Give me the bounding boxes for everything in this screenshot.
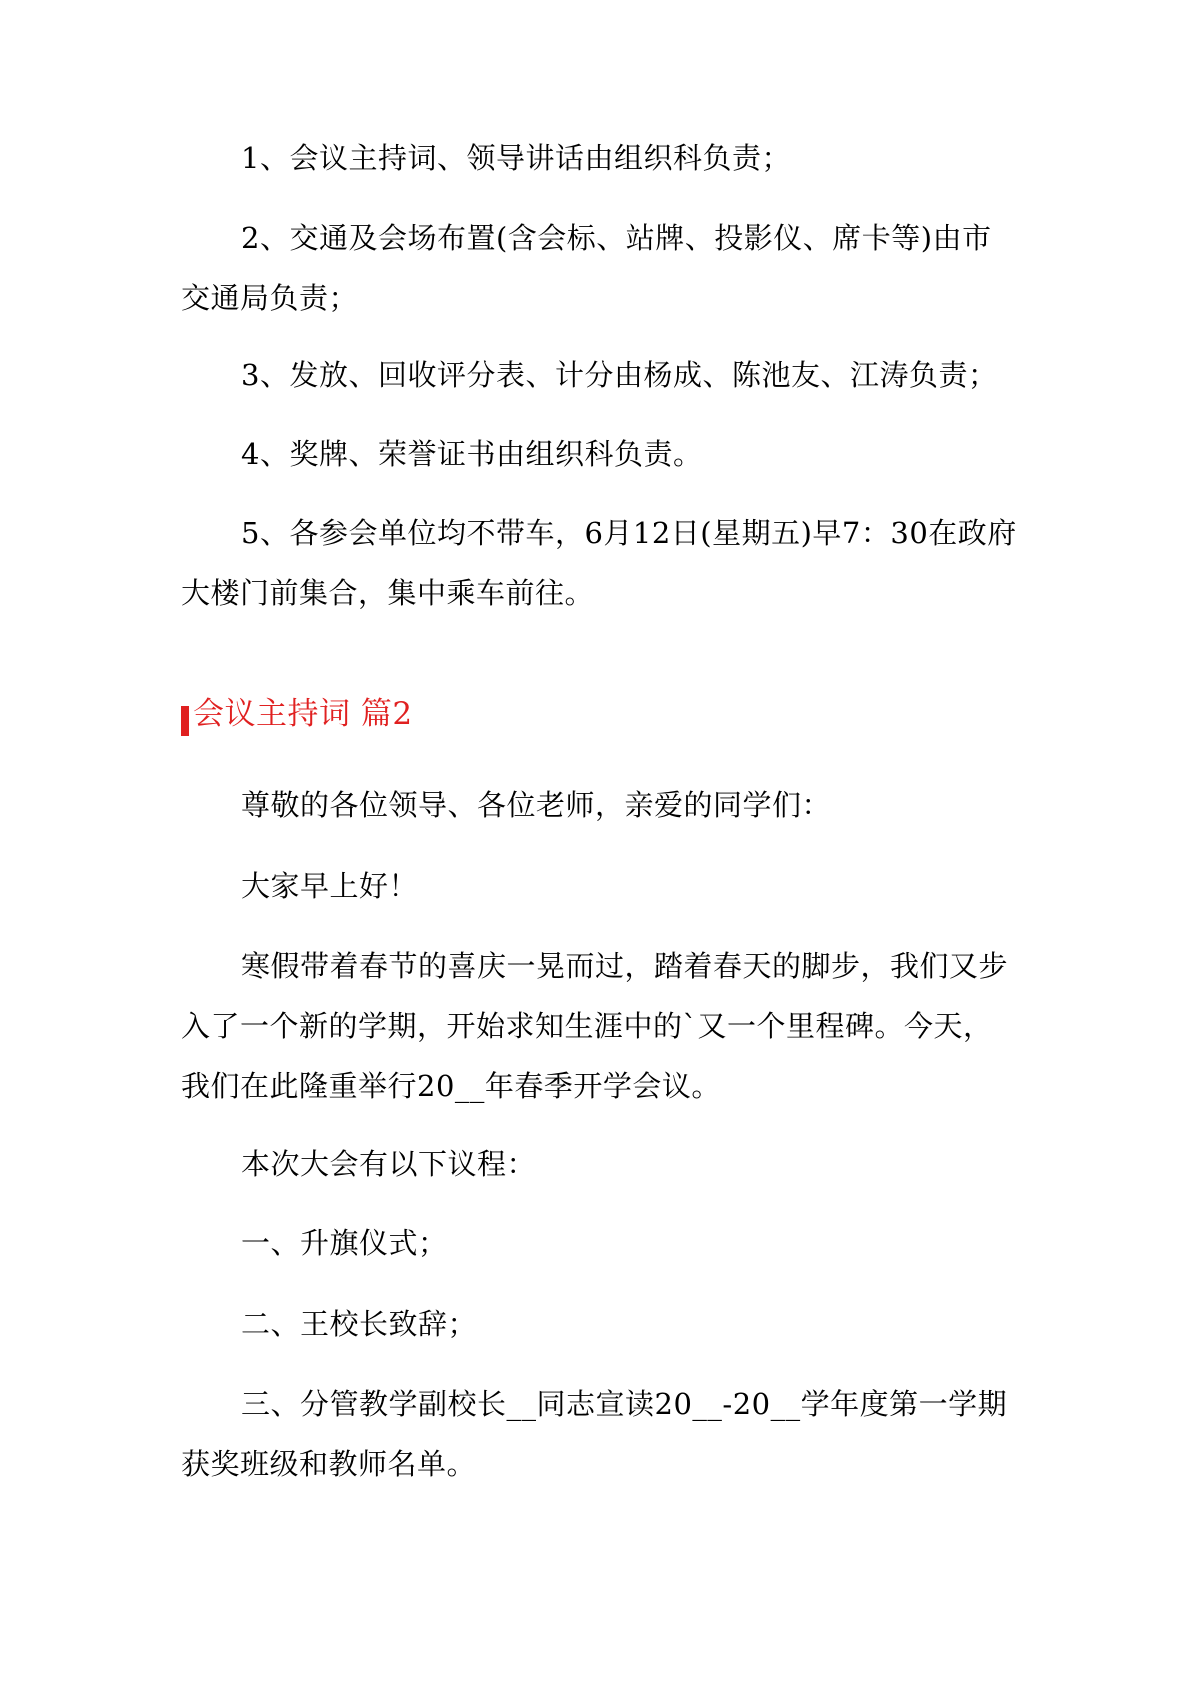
heading-title xyxy=(193,692,413,736)
agenda-intro: 本次大会有以下议程： xyxy=(241,1147,537,1181)
agenda-item-2: 二、王校长致辞； xyxy=(241,1307,478,1341)
intro-paragraph: 寒假带着春节的喜庆一晃而过，踏着春天的脚步，我们又步入了一个新的学期，开始求知生涯中的`又一个里程碑。今天，我们在此隆重举行20__年春季开学会议。 xyxy=(181,949,1009,1103)
morning-line: 大家早上好！ xyxy=(241,869,419,903)
greeting-line: 尊敬的各位领导、各位老师，亲爱的同学们： xyxy=(241,788,832,822)
list-item-2: 2、交通及会场布置(含会标、站牌、投影仪、席卡等)由市交通局负责； xyxy=(181,221,992,315)
section-heading xyxy=(181,692,413,736)
heading-marker xyxy=(181,706,189,736)
list-item-5: 5、各参会单位均不带车，6月12日(星期五)早7：30在政府大楼门前集合，集中乘车前往。 xyxy=(181,516,1017,610)
list-item-1: 1、会议主持词、领导讲话由组织科负责； xyxy=(241,141,791,175)
agenda-item-1: 一、升旗仪式； xyxy=(241,1226,448,1260)
heading-title-text: 会议主持词 xyxy=(193,696,351,732)
agenda-item-3: 三、分管教学副校长__同志宣读20__-20__学年度第一学期获奖班级和教师名单。 xyxy=(181,1387,1008,1481)
heading-number: 篇2 xyxy=(360,696,413,732)
list-item-3: 3、发放、回收评分表、计分由杨成、陈池友、江涛负责； xyxy=(241,358,998,392)
list-item-4: 4、奖牌、荣誉证书由组织科负责。 xyxy=(241,437,703,471)
